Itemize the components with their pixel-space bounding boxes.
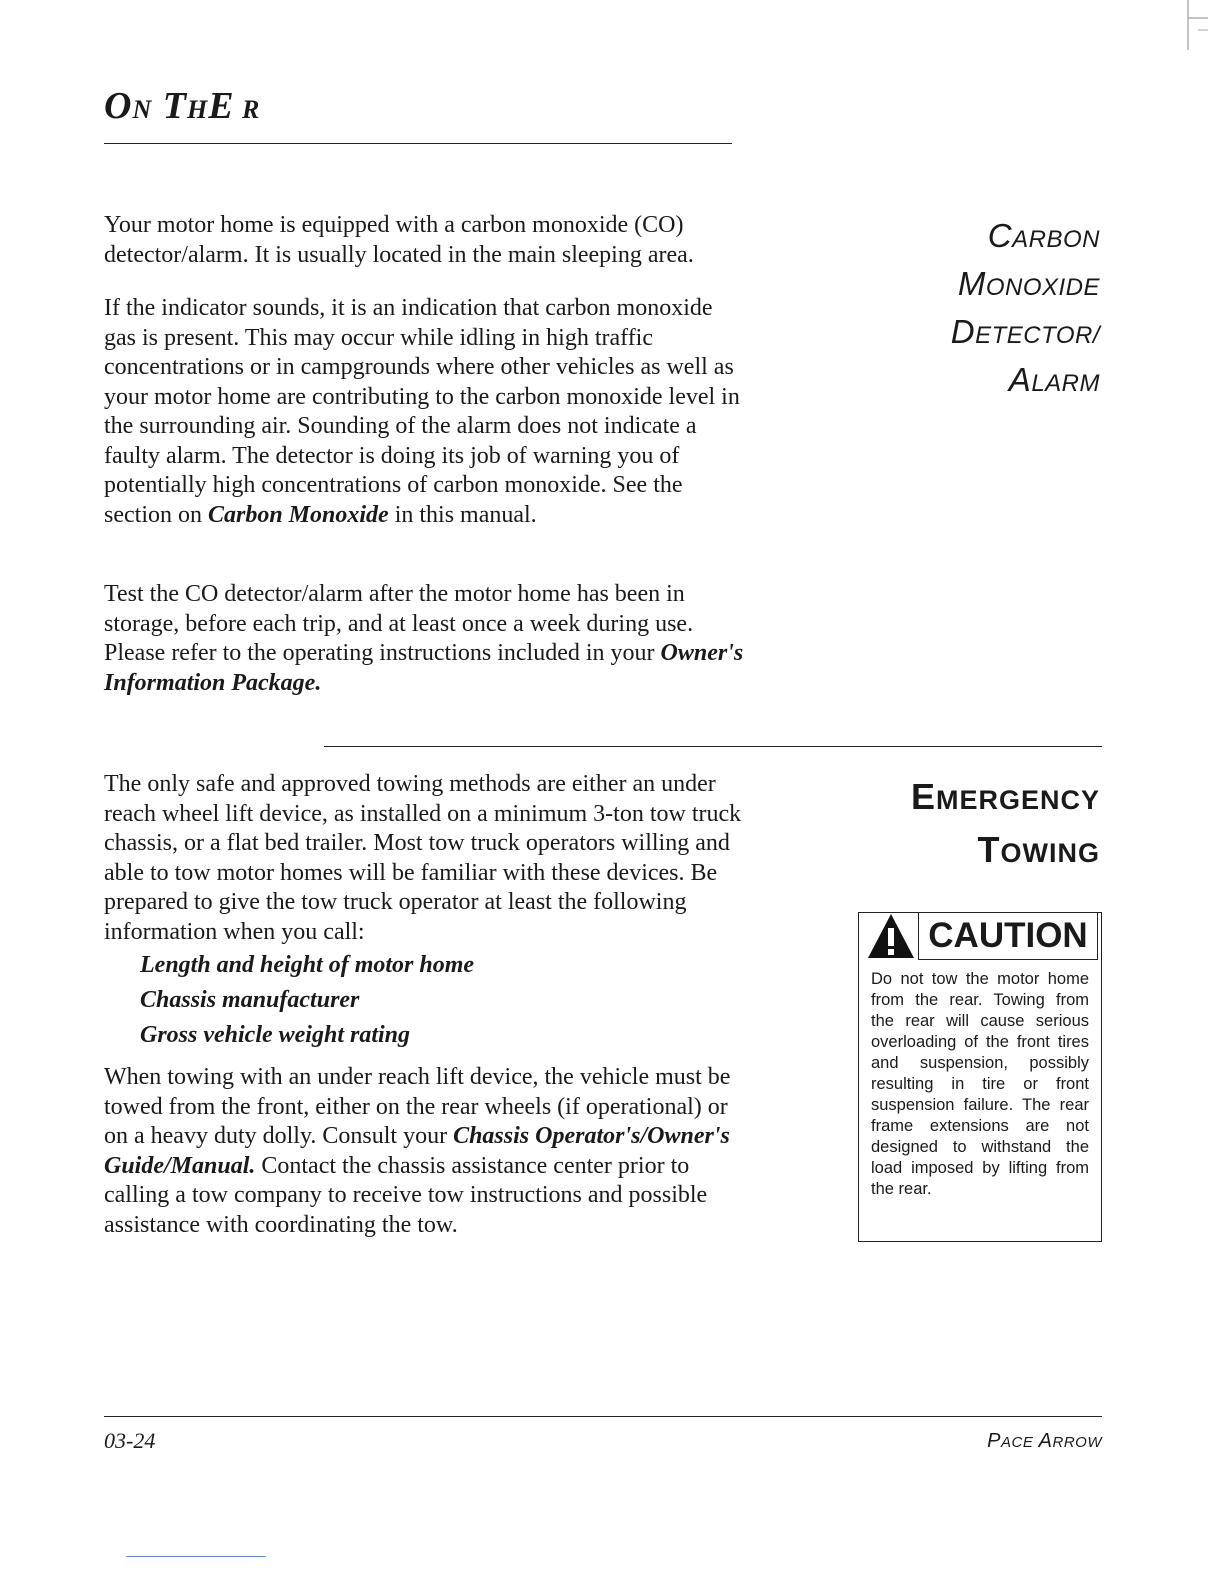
footer-title-part: A (1033, 1430, 1053, 1452)
heading-part: ARBON (1012, 226, 1100, 253)
heading-part: A (1008, 361, 1032, 398)
heading-part: C (987, 217, 1013, 254)
co-detector-heading (951, 214, 1100, 406)
header-rule (104, 143, 732, 144)
co-paragraph-2-text-end: in this manual. (388, 501, 537, 528)
page-header-title (104, 84, 260, 128)
scan-artifact-line (126, 1556, 266, 1557)
header-title-part: E (208, 85, 235, 127)
emergency-towing-heading (911, 772, 1100, 878)
co-paragraph-3-text: Test the CO detector/alarm after the motor home has been in storage, before each trip, and at least once a week during use. Please refer to the operating instructions included in your (104, 581, 694, 666)
towing-paragraph-2-text-end: Contact the chassis assistance center prior to calling a tow company to receive tow instructions and possible assistance with coordinating the tow. (104, 1152, 708, 1238)
towing-paragraph-2-text: When towing with an under reach lift device, the vehicle must be towed from the front, either on the rear wheels (if operational) or on a heavy duty dolly. Consult your (104, 1064, 731, 1149)
header-title-part: R (234, 95, 261, 124)
heading-line (951, 214, 1100, 262)
heading-line (951, 310, 1100, 358)
heading-part: T (977, 829, 1001, 870)
list-item: Gross vehicle weight rating (140, 1022, 411, 1048)
footer-title-part: RROW (1052, 1434, 1102, 1451)
co-paragraph-1: Your motor home is equipped with a carbon monoxide (CO) detector/alarm. It is usually located in the main sleeping area. (104, 212, 694, 268)
heading-part: E (910, 776, 936, 817)
footer-rule (104, 1416, 1102, 1417)
carbon-monoxide-reference: Carbon Monoxide (207, 501, 389, 528)
towing-paragraph-1: The only safe and approved towing methods are either an under reach wheel lift device, as installed on a minimum 3-ton tow truck chassis, or a flat bed trailer. Most tow truck operators willing and able to tow motor homes will be familiar with these devices. Be prepared to give the tow truck operator at least the following information when you call: (104, 771, 742, 945)
heading-part: MERGENCY (935, 785, 1100, 815)
header-title-part: T (152, 85, 187, 127)
heading-line (951, 358, 1100, 406)
co-paragraph-3 (104, 580, 744, 698)
footer-title (987, 1430, 1102, 1453)
list-item: Chassis manufacturer (140, 987, 360, 1013)
section-divider (324, 746, 1102, 747)
towing-paragraph-2 (104, 1063, 744, 1240)
footer-title-part: ACE (1001, 1434, 1034, 1451)
heading-part: M (957, 265, 986, 302)
header-title-part: H (186, 95, 209, 124)
heading-part: ETECTOR/ (975, 322, 1100, 349)
caution-text: Do not tow the motor home from the rear. Towing from the rear will cause serious overloading of the front tires and suspension, possibly resulting in tire or front suspension failure. The rear frame extensions are not designed to withstand the load imposed by lifting from the rear. (871, 970, 1089, 1198)
co-paragraph-2 (104, 294, 744, 530)
header-title-part: O (104, 85, 133, 127)
heading-line (911, 825, 1100, 878)
heading-part: OWING (1000, 838, 1100, 868)
list-item: Length and height of motor home (140, 952, 475, 978)
heading-part: LARM (1031, 370, 1100, 397)
footer-title-part: P (987, 1430, 1001, 1452)
heading-part: ONOXIDE (985, 274, 1100, 301)
page-number: 03-24 (104, 1428, 156, 1453)
owners-package-reference: Owner's Information Package. (104, 640, 744, 696)
co-paragraph-2-text: If the indicator sounds, it is an indication that carbon monoxide gas is present. This may occur while idling in high traffic concentrations or in campgrounds where other vehicles as well as your motor home are contributing to the carbon monoxide level in the surrounding air. Sounding of the alarm does not indicate a faulty alarm. The detector is doing its job of warning you of potentially high concentrations of carbon monoxide. See the section on (104, 295, 740, 528)
margin-scan-mark (1180, 0, 1210, 65)
heading-line (911, 772, 1100, 825)
heading-part: D (950, 313, 976, 350)
caution-label: CAUTION (918, 912, 1098, 960)
header-title-part: N (132, 95, 153, 124)
warning-triangle-icon (866, 912, 916, 965)
heading-line (951, 262, 1100, 310)
chassis-guide-reference: Chassis Operator's/Owner's Guide/Manual. (104, 1123, 730, 1179)
